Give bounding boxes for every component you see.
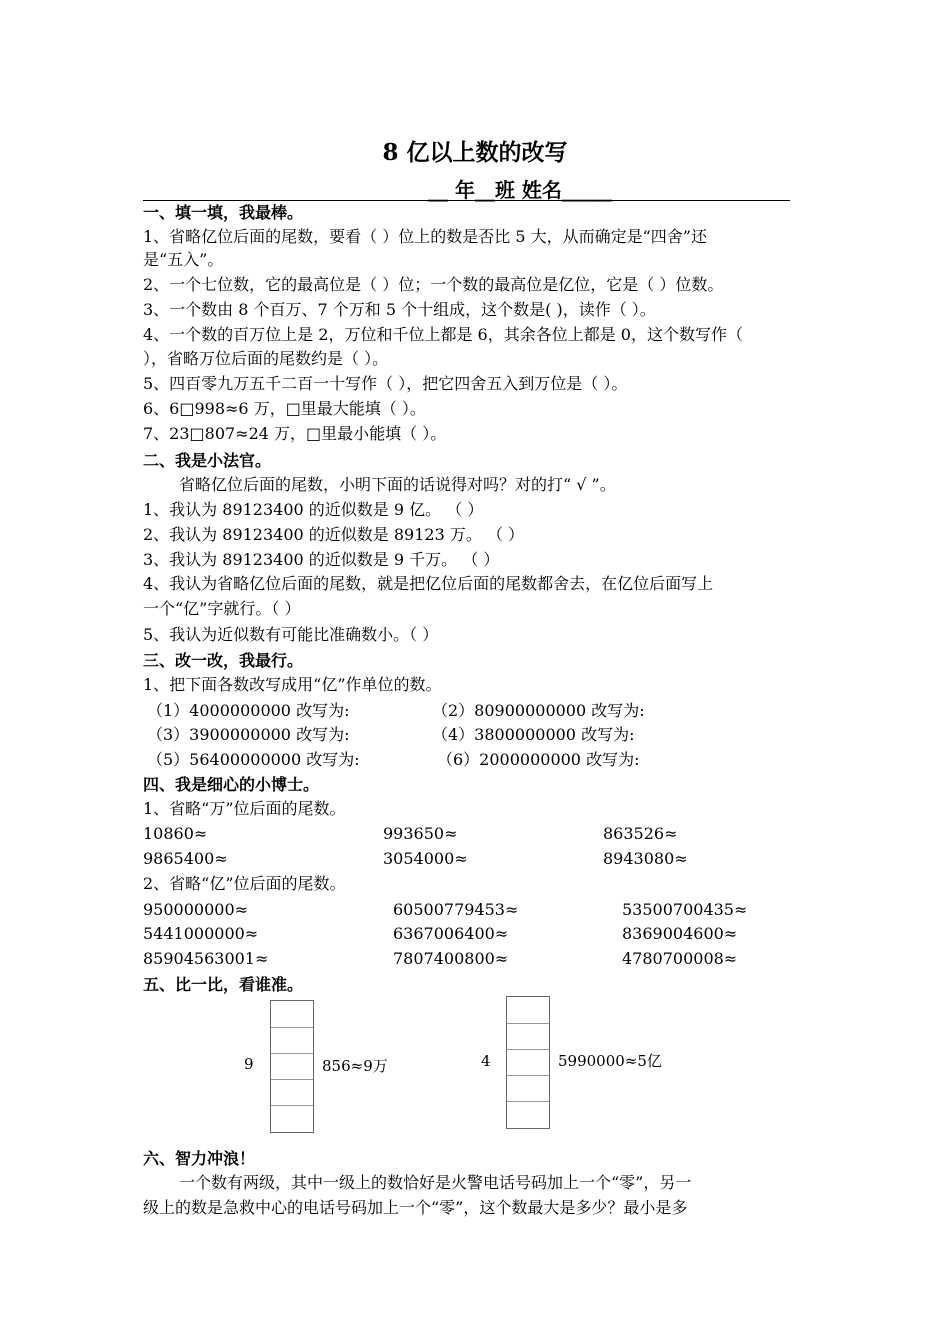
section2-intro: 省略亿位后面的尾数，小明下面的话说得对吗？对的打“ √ ”。	[179, 475, 616, 494]
section1-line-5: 4、一个数的百万位上是 2，万位和千位上都是 6，其余各位上都是 0，这个数写作（	[143, 325, 743, 344]
approx-wan-3: 863526≈	[603, 824, 678, 843]
section2-line-3: 3、我认为 89123400 的近似数是 9 千万。 （ ）	[143, 550, 500, 569]
approx-yi-8: 7807400800≈	[393, 949, 509, 968]
section1-line-1: 1、省略亿位后面的尾数，要看（ ）位上的数是否比 5 大，从而确定是“四舍”还	[143, 227, 707, 246]
right-digit-suffix: 5990000≈5亿	[558, 1052, 662, 1070]
section3-heading: 三、改一改，我最行。	[143, 651, 304, 670]
section2-line-2: 2、我认为 89123400 的近似数是 89123 万。 （ ）	[143, 525, 525, 544]
convert-item-2: （2）80900000000 改写为:	[432, 701, 645, 720]
approx-wan-1: 10860≈	[143, 824, 208, 843]
approx-wan-6: 8943080≈	[603, 849, 688, 868]
right-digit-box-column[interactable]	[506, 996, 550, 1129]
section1-line-4: 3、一个数由 8 个百万、7 个万和 5 个十组成，这个数是( )，读作（ ）。	[143, 300, 656, 319]
section4-sub2: 2、省略“亿”位后面的尾数。	[143, 874, 346, 893]
class-name-field-label: __ 年__班 姓名_____	[428, 178, 612, 202]
approx-yi-6: 8369004600≈	[622, 924, 738, 943]
approx-yi-2: 60500779453≈	[393, 900, 519, 919]
convert-item-3: （3）3900000000 改写为:	[147, 725, 350, 744]
section2-line-5: 一个“亿”字就行。（ ）	[143, 599, 301, 618]
section3-intro: 1、把下面各数改写成用“亿”作单位的数。	[143, 675, 442, 694]
convert-item-6: （6）2000000000 改写为:	[437, 750, 640, 769]
approx-wan-2: 993650≈	[383, 824, 458, 843]
approx-yi-9: 4780700008≈	[622, 949, 738, 968]
name-line	[143, 172, 790, 201]
left-digit-suffix: 856≈9万	[322, 1057, 388, 1075]
left-digit-prefix: 9	[244, 1055, 254, 1073]
section1-line-2: 是“五入”。	[143, 250, 224, 269]
approx-wan-4: 9865400≈	[143, 849, 228, 868]
left-digit-box-column[interactable]	[270, 1000, 314, 1133]
approx-yi-5: 6367006400≈	[393, 924, 509, 943]
convert-item-4: （4）3800000000 改写为:	[432, 725, 635, 744]
section2-line-6: 5、我认为近似数有可能比准确数小。（ ）	[143, 625, 439, 644]
section2-line-4: 4、我认为省略亿位后面的尾数，就是把亿位后面的尾数都舍去，在亿位后面写上	[143, 574, 714, 593]
section6-line-2: 级上的数是急救中心的电话号码加上一个“零”，这个数最大是多少？最小是多	[143, 1198, 688, 1217]
section6-line-1: 一个数有两级，其中一级上的数恰好是火警电话号码加上一个“零”，另一	[179, 1173, 692, 1192]
approx-wan-5: 3054000≈	[383, 849, 468, 868]
right-digit-prefix: 4	[481, 1052, 491, 1070]
approx-yi-3: 53500700435≈	[622, 900, 748, 919]
section4-sub1: 1、省略“万”位后面的尾数。	[143, 799, 346, 818]
section2-line-1: 1、我认为 89123400 的近似数是 9 亿。 （ ）	[143, 500, 484, 519]
section2-heading: 二、我是小法官。	[143, 451, 272, 470]
convert-item-5: （5）56400000000 改写为:	[147, 750, 360, 769]
section1-heading: 一、填一填，我最棒。	[143, 203, 304, 222]
approx-yi-1: 950000000≈	[143, 900, 249, 919]
section4-heading: 四、我是细心的小博士。	[143, 775, 320, 794]
section1-line-3: 2、一个七位数，它的最高位是（ ）位；一个数的最高位是亿位，它是（ ）位数。	[143, 275, 724, 294]
page-title: 8 亿以上数的改写	[382, 139, 568, 166]
approx-yi-7: 85904563001≈	[143, 949, 269, 968]
section1-line-7: 5、四百零九万五千二百一十写作（ ），把它四舍五入到万位是（ ）。	[143, 374, 628, 393]
section5-heading: 五、比一比，看谁准。	[143, 975, 304, 994]
section1-line-8: 6、6□998≈6 万，□里最大能填（ ）。	[143, 399, 426, 418]
section1-line-6: ），省略万位后面的尾数约是（ ）。	[143, 349, 389, 368]
section1-line-9: 7、23□807≈24 万，□里最小能填（ ）。	[143, 424, 447, 443]
convert-item-1: （1）4000000000 改写为:	[147, 701, 350, 720]
approx-yi-4: 5441000000≈	[143, 924, 259, 943]
section6-heading: 六、智力冲浪！	[143, 1149, 256, 1168]
